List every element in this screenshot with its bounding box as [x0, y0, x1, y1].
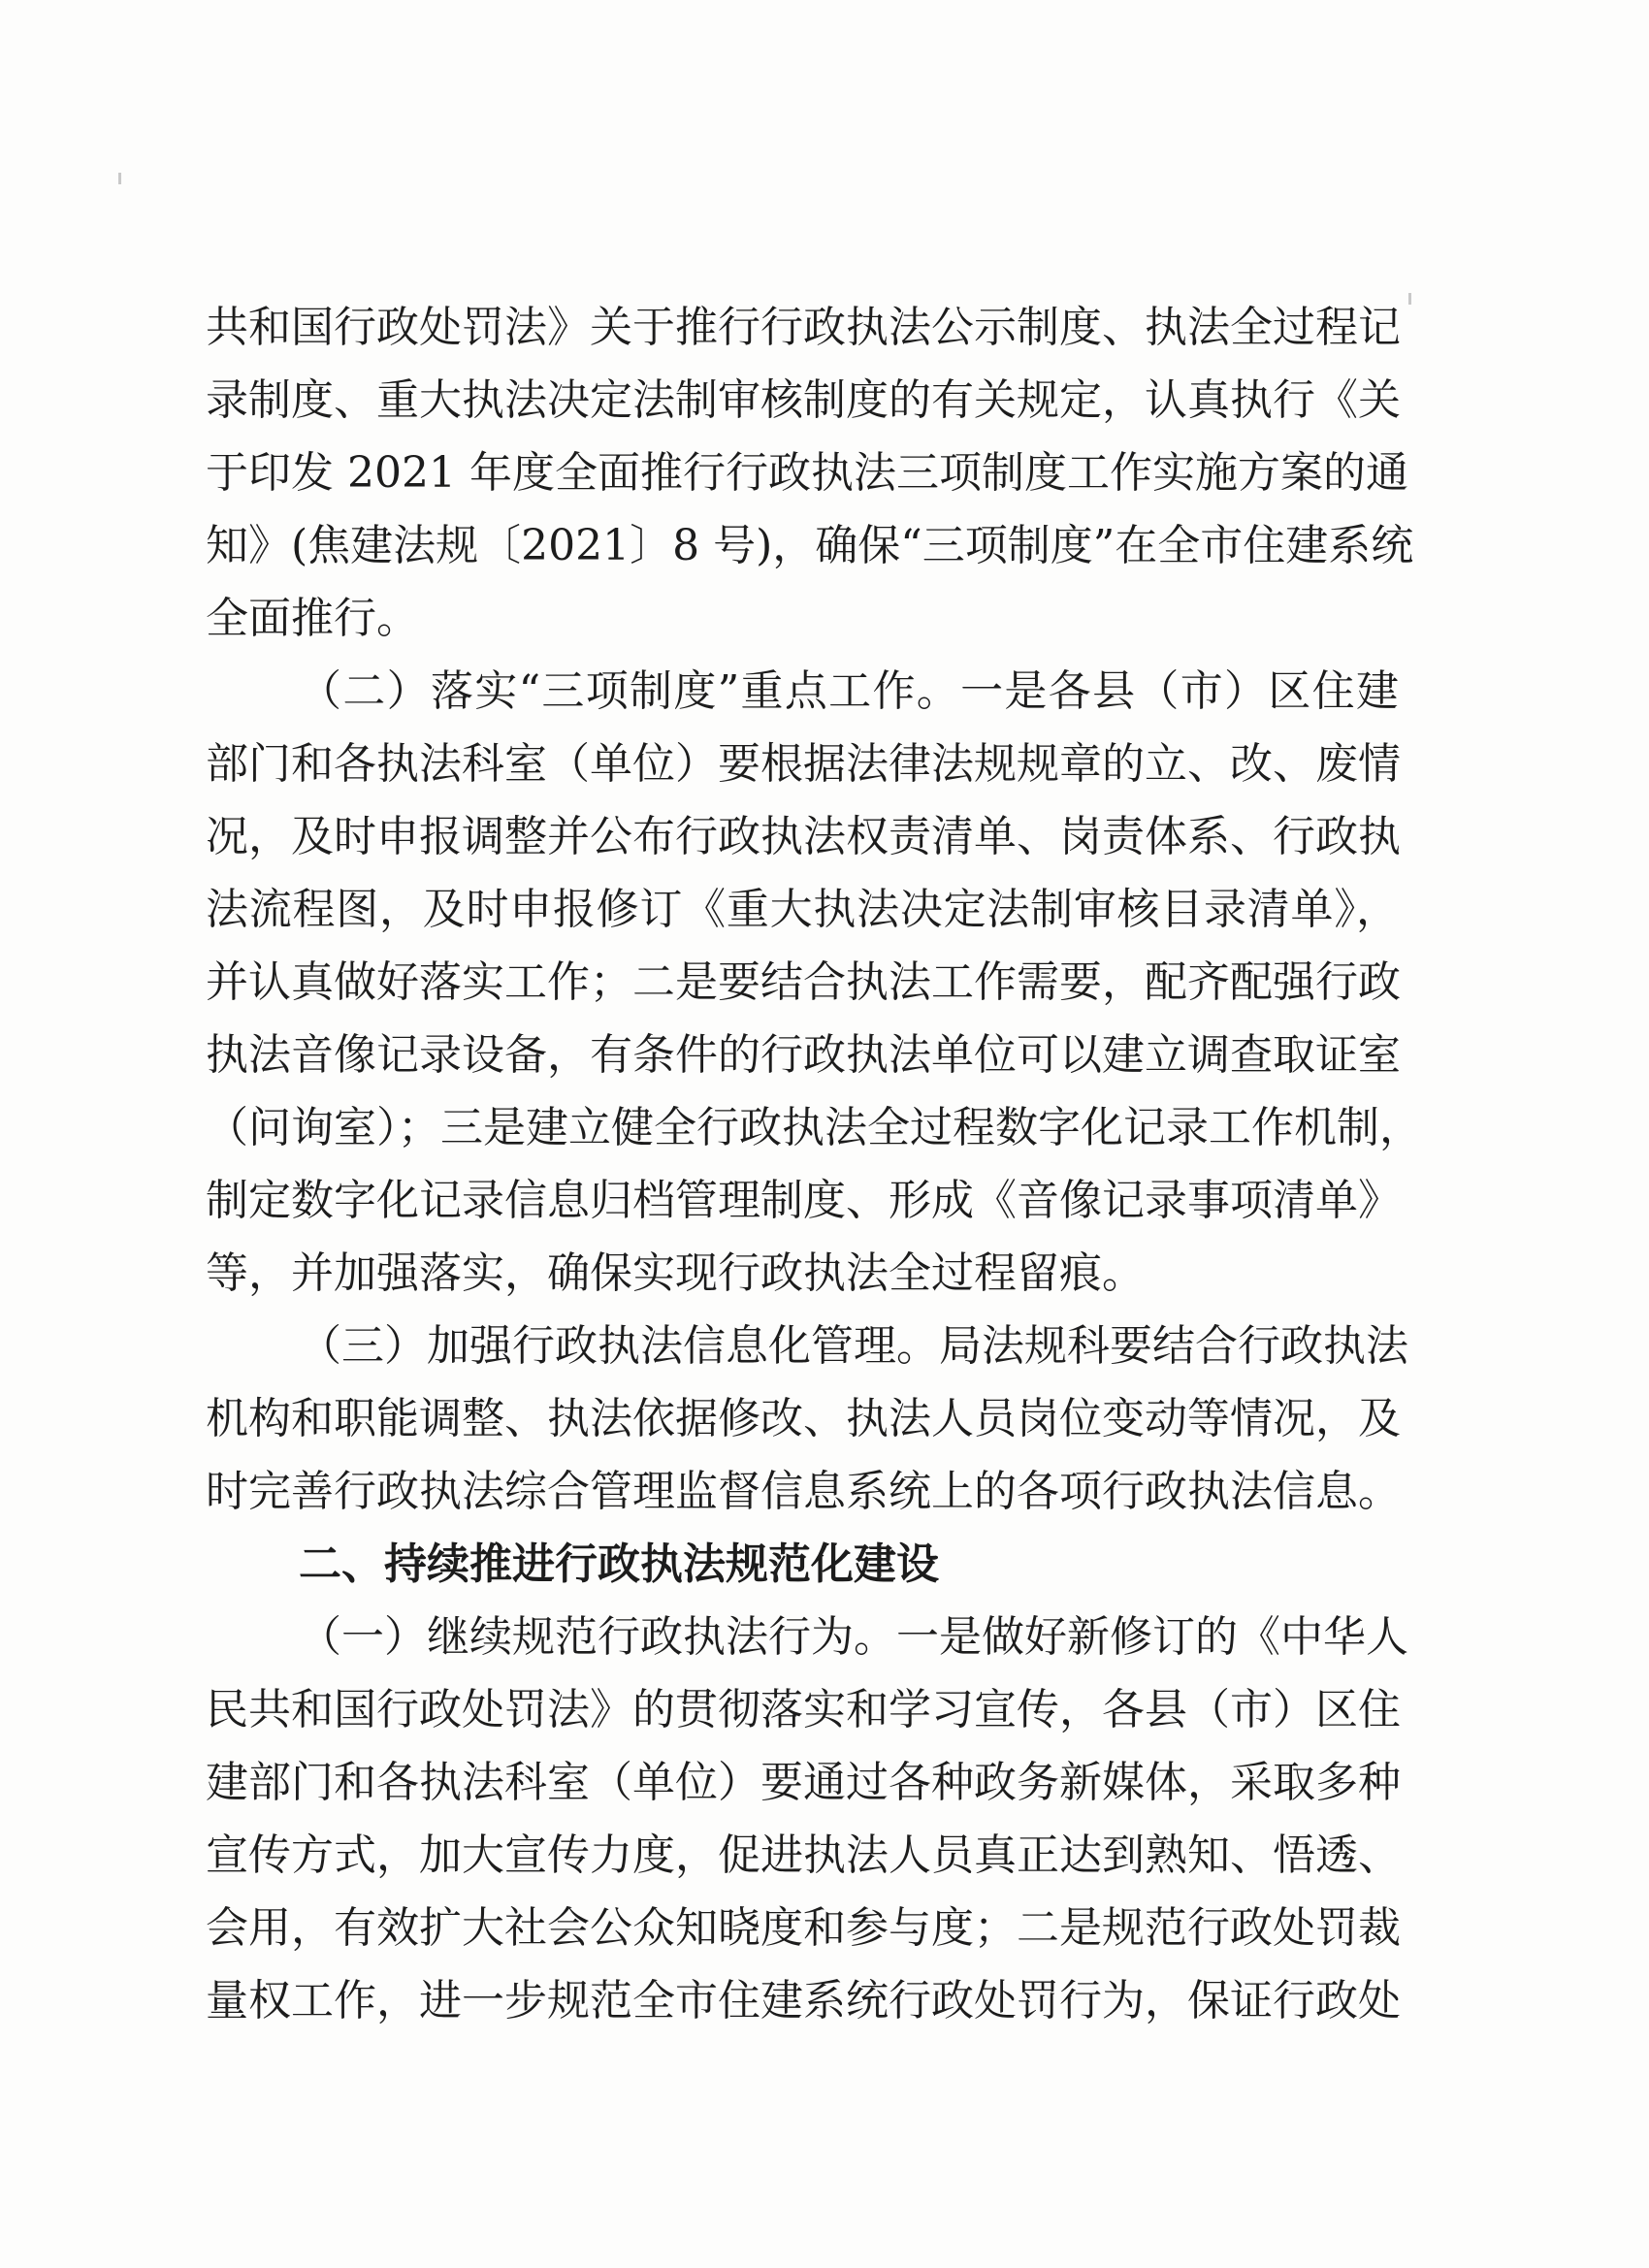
body-line: 况，及时申报调整并公布行政执法权责清单、岗责体系、行政执 [206, 812, 1401, 861]
body-line: 等，并加强落实，确保实现行政执法全过程留痕。 [206, 1248, 1145, 1298]
body-line: 录制度、重大执法决定法制审核制度的有关规定，认真执行《关 [206, 375, 1401, 425]
body-line: 并认真做好落实工作；二是要结合执法工作需要，配齐配强行政 [206, 957, 1401, 1007]
section-heading: 二、持续推进行政执法规范化建设 [299, 1539, 939, 1589]
paragraph-first-line: （一）继续规范行政执法行为。一是做好新修订的《中华人 [299, 1612, 1408, 1662]
body-line: 法流程图，及时申报修订《重大执法决定法制审核目录清单》， [206, 885, 1399, 934]
body-line: 机构和职能调整、执法依据修改、执法人员岗位变动等情况，及 [206, 1394, 1401, 1443]
body-line: 建部门和各执法科室（单位）要通过各种政务新媒体，采取多种 [206, 1758, 1401, 1807]
scan-speck [118, 173, 121, 184]
body-line: 执法音像记录设备，有条件的行政执法单位可以建立调查取证室 [206, 1030, 1401, 1080]
scan-speck [1408, 293, 1411, 305]
paragraph-first-line: （二）落实“三项制度”重点工作。一是各县（市）区住建 [299, 666, 1399, 716]
paragraph-first-line: （三）加强行政执法信息化管理。局法规科要结合行政执法 [299, 1321, 1408, 1371]
body-line: 民共和国行政处罚法》的贯彻落实和学习宣传，各县（市）区住 [206, 1685, 1401, 1734]
body-line: 制定数字化记录信息归档管理制度、形成《音像记录事项清单》 [206, 1176, 1401, 1225]
body-line: 量权工作，进一步规范全市住建系统行政处罚行为，保证行政处 [206, 1976, 1401, 2025]
body-line: 共和国行政处罚法》关于推行行政执法公示制度、执法全过程记 [206, 303, 1401, 352]
body-line: 部门和各执法科室（单位）要根据法律法规规章的立、改、废情 [206, 739, 1401, 789]
body-line: 于印发 2021 年度全面推行行政执法三项制度工作实施方案的通 [206, 448, 1408, 498]
body-line: 时完善行政执法综合管理监督信息系统上的各项行政执法信息。 [206, 1467, 1401, 1516]
body-line: 宣传方式，加大宣传力度，促进执法人员真正达到熟知、悟透、 [206, 1831, 1401, 1880]
body-line: 会用，有效扩大社会公众知晓度和参与度；二是规范行政处罚裁 [206, 1903, 1401, 1953]
body-line: 知》(焦建法规〔2021〕8 号)，确保“三项制度”在全市住建系统 [206, 521, 1414, 570]
body-line: （问询室）；三是建立健全行政执法全过程数字化记录工作机制， [206, 1103, 1422, 1152]
body-line: 全面推行。 [206, 594, 419, 643]
document-body [206, 291, 1422, 2037]
